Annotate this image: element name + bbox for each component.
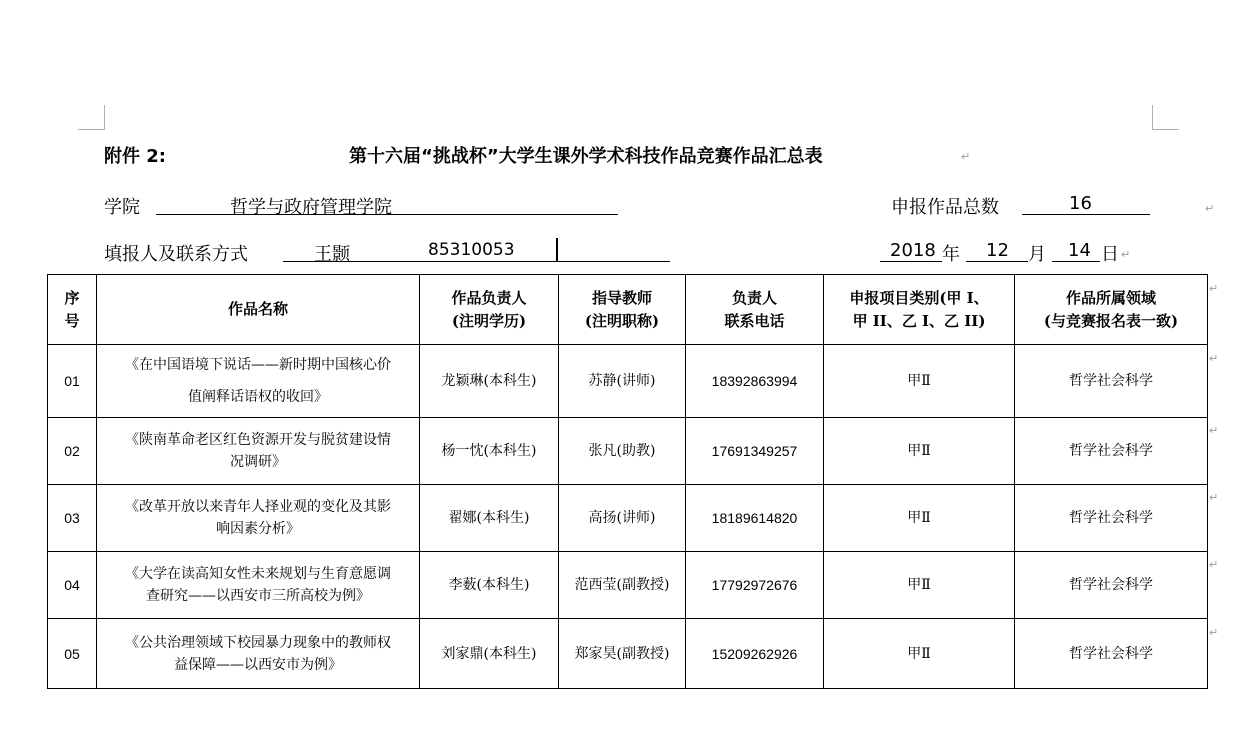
cell-project-name[interactable]: 《在中国语境下说话——新时期中国核心价 值阐释话语权的收回》	[97, 345, 420, 418]
cell-phone[interactable]: 15209262926	[686, 619, 824, 689]
header-leader: 作品负责人 (注明学历)	[420, 275, 559, 345]
date-year[interactable]: 2018	[890, 240, 936, 261]
table-row	[48, 485, 1208, 552]
header-teacher: 指导教师 (注明职称)	[559, 275, 686, 345]
cell-leader[interactable]: 李薮(本科生)	[420, 552, 559, 619]
header-field: 作品所属领域 (与竞赛报名表一致)	[1015, 275, 1208, 345]
cell-leader[interactable]: 龙颖琳(本科生)	[420, 345, 559, 418]
table-row	[48, 619, 1208, 689]
cell-field[interactable]: 哲学社会科学	[1015, 418, 1208, 485]
cell-teacher[interactable]: 范西莹(副教授)	[559, 552, 686, 619]
cell-project-name[interactable]: 《陕南革命老区红色资源开发与脱贫建设情 况调研》	[97, 418, 420, 485]
date-day[interactable]: 14	[1068, 240, 1091, 261]
row-end-mark: ↵	[1209, 558, 1219, 571]
page-title: 第十六届“挑战杯”大学生课外学术科技作品竞赛作品汇总表	[349, 146, 823, 167]
cell-leader[interactable]: 刘家鼎(本科生)	[420, 619, 559, 689]
college-value[interactable]: 哲学与政府管理学院	[230, 197, 392, 218]
month-underline	[966, 261, 1028, 262]
cell-category[interactable]: 甲Ⅱ	[824, 485, 1015, 552]
cell-phone[interactable]: 17792972676	[686, 552, 824, 619]
row-end-mark: ↵	[1209, 491, 1219, 504]
total-underline	[1022, 214, 1150, 215]
summary-table	[47, 274, 1208, 689]
row-end-mark: ↵	[1209, 282, 1219, 295]
header-phone: 负责人 联系电话	[686, 275, 824, 345]
text-cursor	[556, 238, 558, 262]
cell-project-name[interactable]: 《改革开放以来青年人择业观的变化及其影 响因素分析》	[97, 485, 420, 552]
year-underline	[880, 261, 942, 262]
paragraph-mark: ↵	[961, 150, 971, 163]
cell-field[interactable]: 哲学社会科学	[1015, 345, 1208, 418]
cell-index[interactable]: 05	[48, 619, 97, 689]
row-end-mark: ↵	[1209, 626, 1219, 639]
table-row	[48, 552, 1208, 619]
total-label: 申报作品总数	[891, 197, 999, 218]
crop-mark-right	[1152, 105, 1179, 130]
cell-index[interactable]: 01	[48, 345, 97, 418]
cell-index[interactable]: 03	[48, 485, 97, 552]
date-day-unit: 日	[1101, 244, 1119, 265]
total-value[interactable]: 16	[1069, 193, 1092, 214]
date-month[interactable]: 12	[986, 240, 1009, 261]
cell-teacher[interactable]: 张凡(助教)	[559, 418, 686, 485]
cell-index[interactable]: 02	[48, 418, 97, 485]
table-row	[48, 345, 1208, 418]
cell-project-name[interactable]: 《公共治理领域下校园暴力现象中的教师权 益保障——以西安市为例》	[97, 619, 420, 689]
cell-phone[interactable]: 18392863994	[686, 345, 824, 418]
paragraph-mark: ↵	[1121, 248, 1131, 261]
cell-category[interactable]: 甲Ⅱ	[824, 552, 1015, 619]
header-index: 序 号	[48, 275, 97, 345]
day-underline	[1052, 261, 1100, 262]
table-row	[48, 418, 1208, 485]
header-name: 作品名称	[97, 275, 420, 345]
row-end-mark: ↵	[1209, 352, 1219, 365]
cell-category[interactable]: 甲Ⅱ	[824, 345, 1015, 418]
cell-teacher[interactable]: 高扬(讲师)	[559, 485, 686, 552]
cell-field[interactable]: 哲学社会科学	[1015, 619, 1208, 689]
date-year-unit: 年	[942, 244, 960, 265]
college-label: 学院	[104, 197, 140, 218]
table-header-row	[48, 275, 1208, 345]
cell-field[interactable]: 哲学社会科学	[1015, 552, 1208, 619]
cell-teacher[interactable]: 郑家昊(副教授)	[559, 619, 686, 689]
cell-phone[interactable]: 17691349257	[686, 418, 824, 485]
filler-name[interactable]: 王颢	[314, 244, 350, 265]
filler-phone[interactable]: 85310053	[428, 240, 515, 260]
date-month-unit: 月	[1028, 244, 1046, 265]
crop-mark-left	[78, 105, 105, 130]
paragraph-mark: ↵	[1205, 202, 1215, 215]
cell-phone[interactable]: 18189614820	[686, 485, 824, 552]
header-category: 申报项目类别(甲 I、 甲 II、乙 I、乙 II)	[824, 275, 1015, 345]
attachment-label: 附件 2:	[104, 146, 166, 167]
cell-project-name[interactable]: 《大学在读高知女性未来规划与生育意愿调 查研究——以西安市三所高校为例》	[97, 552, 420, 619]
cell-leader[interactable]: 翟娜(本科生)	[420, 485, 559, 552]
cell-teacher[interactable]: 苏静(讲师)	[559, 345, 686, 418]
cell-field[interactable]: 哲学社会科学	[1015, 485, 1208, 552]
cell-index[interactable]: 04	[48, 552, 97, 619]
cell-leader[interactable]: 杨一忱(本科生)	[420, 418, 559, 485]
cell-category[interactable]: 甲Ⅱ	[824, 619, 1015, 689]
cell-category[interactable]: 甲Ⅱ	[824, 418, 1015, 485]
row-end-mark: ↵	[1209, 424, 1219, 437]
filler-label: 填报人及联系方式	[104, 244, 248, 265]
